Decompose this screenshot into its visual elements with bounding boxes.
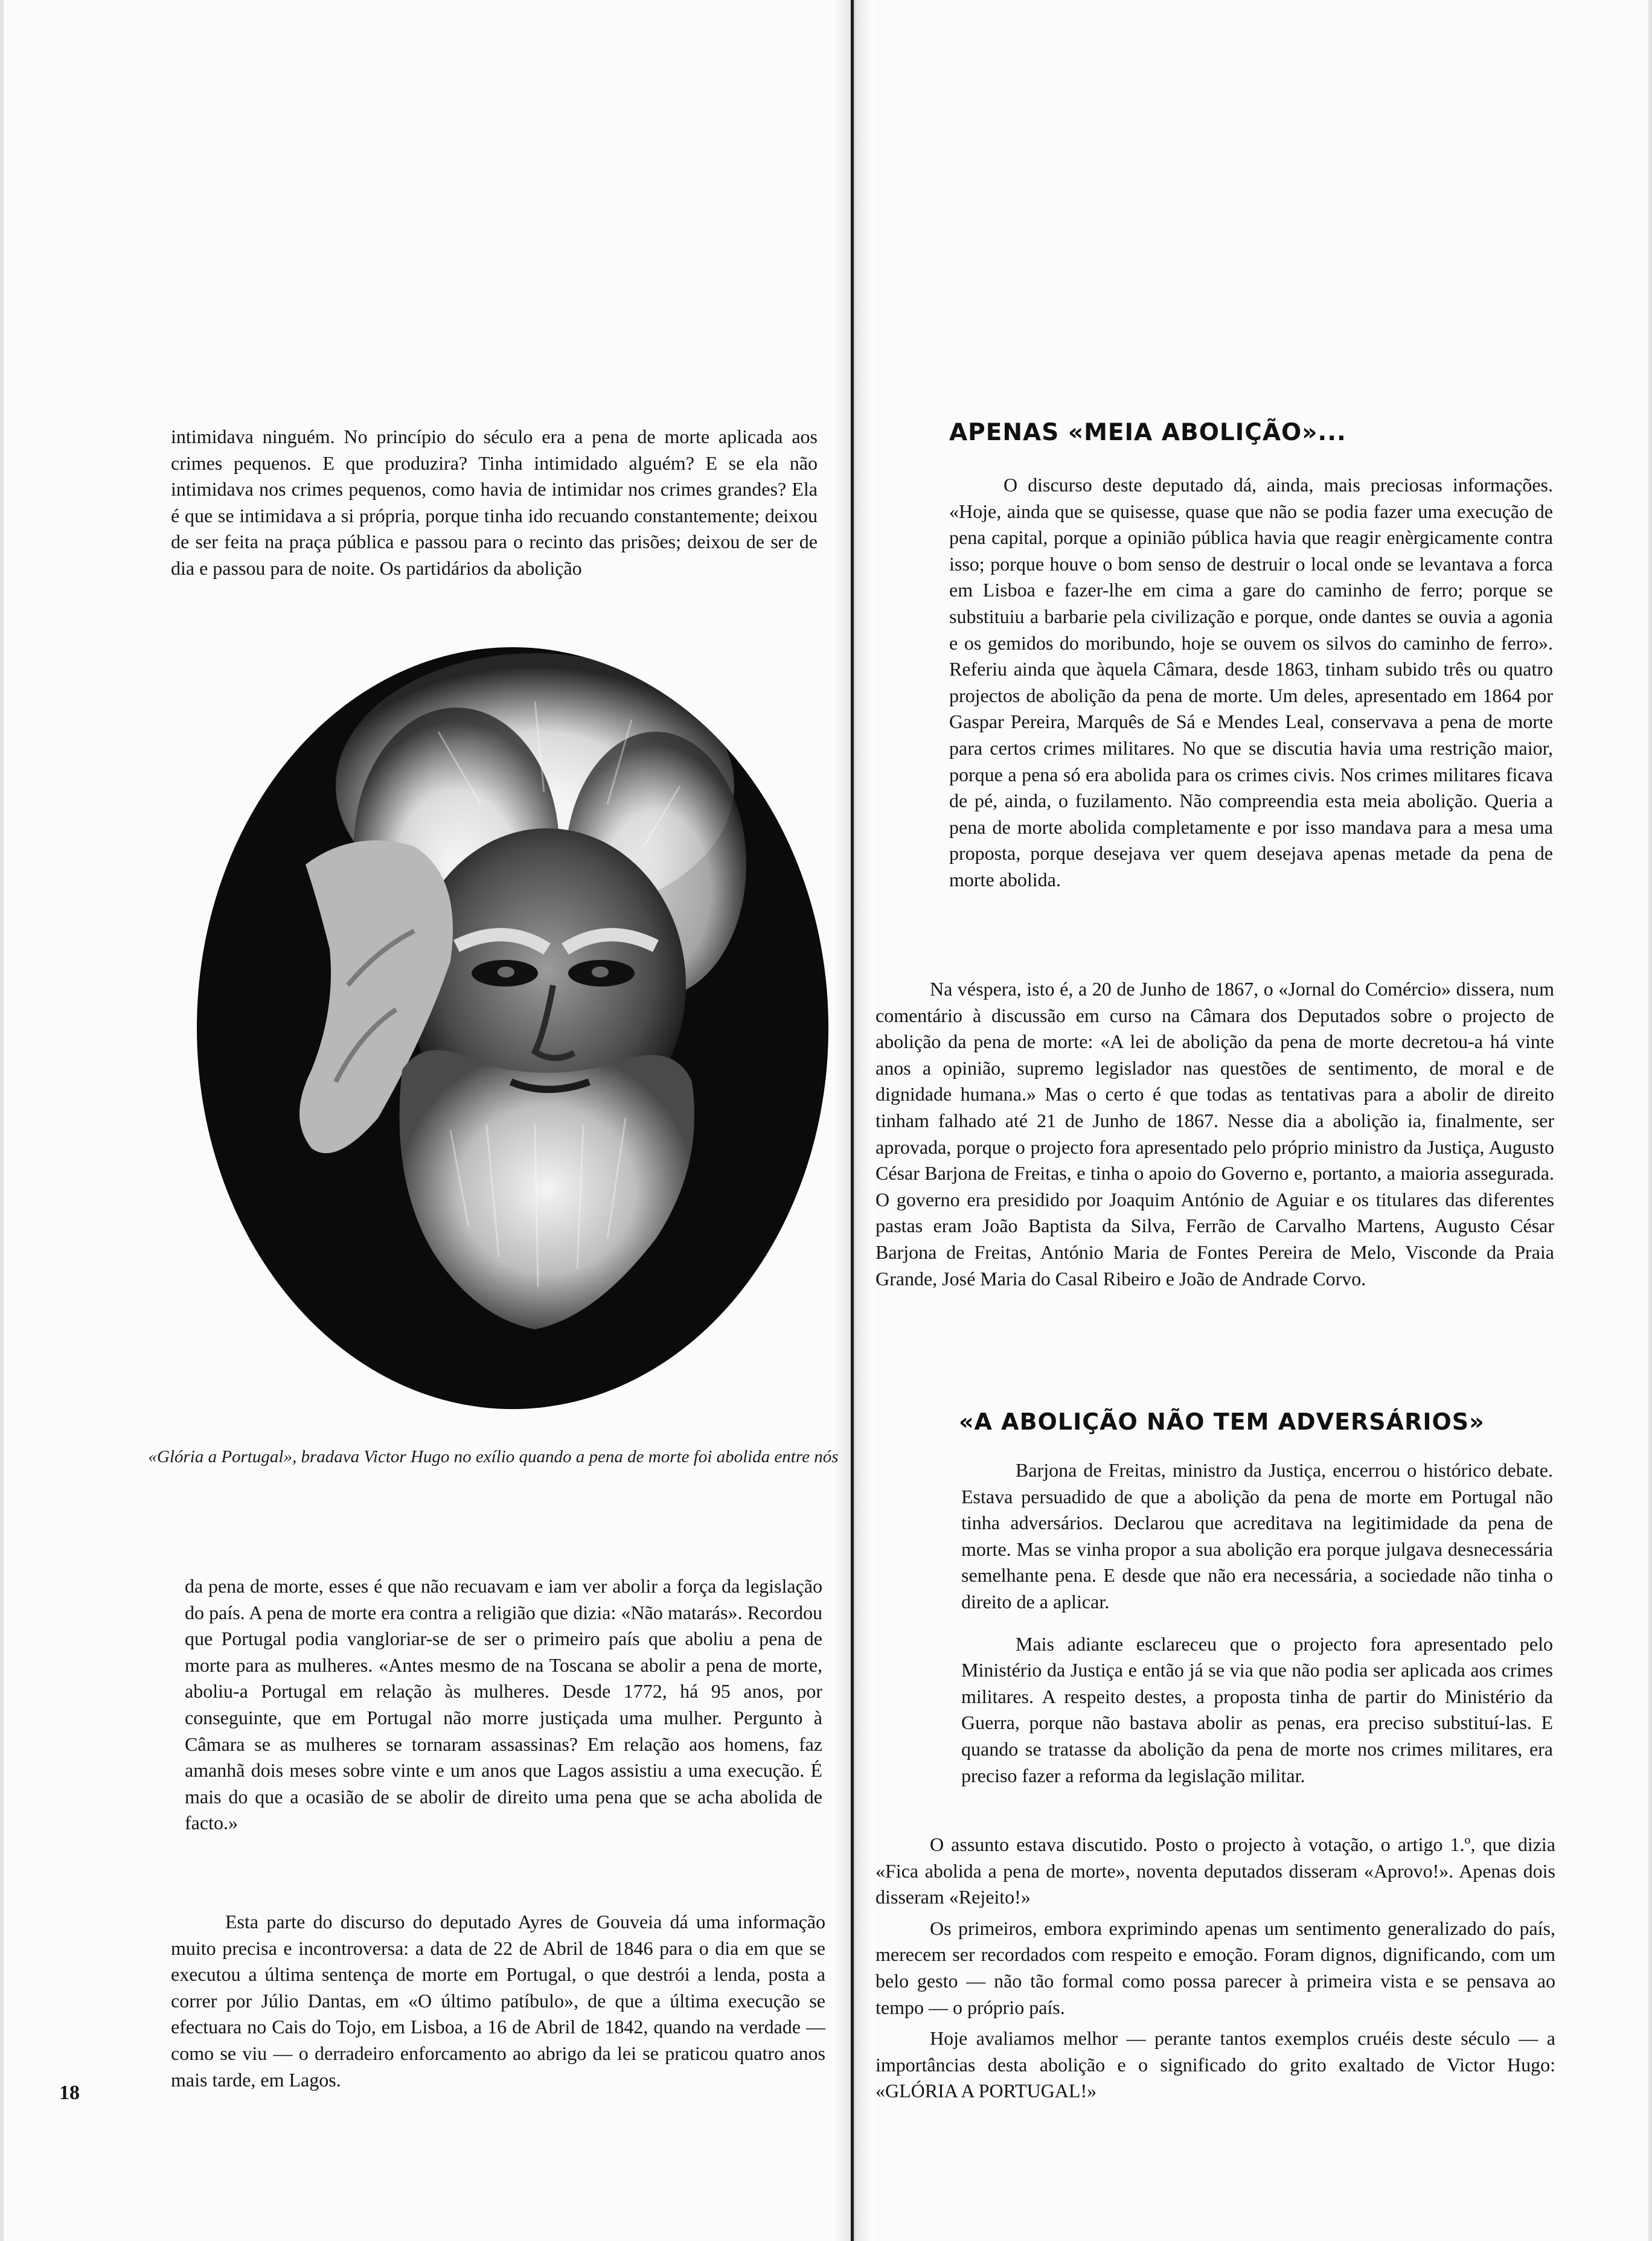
section-4-paragraph-3: Hoje avaliamos melhor — perante tantos exemplos cruéis deste século — a importâncias desta abolição e o significado do grito exaltado de Victor Hugo: «GLÓRIA A PORTUGAL!» xyxy=(876,2027,1555,2102)
left-quote-text-block xyxy=(185,1573,822,1837)
left-top-paragraph: intimidava ninguém. No princípio do século era a pena de morte aplicada aos crimes pequenos. E que produzira? Tinha intimidado alguém? E se ela não intimidava nos crimes pequenos, como havia de intimidar nos crimes grandes? Ela é que se intimidava a si própria, porque tinha ido recuando constantemente; deixou de ser feita na praça pública e passou para o recinto das prisões; deixou de ser de dia e passou para de noite. Os partidários da abolição xyxy=(171,426,818,579)
section-4-paragraph-2: Os primeiros, embora exprimindo apenas um sentimento generalizado do país, merecem ser recordados com respeito e emoção. Foram dignos, dignificando, com um belo gesto — não tão formal como possa parecer à primeira vista e se pensava ao tempo — o próprio país. xyxy=(876,1917,1555,2018)
scan-edge-right xyxy=(1648,0,1652,2241)
right-section-4 xyxy=(876,1832,1555,2105)
section-1-paragraph: O discurso deste deputado dá, ainda, mais preciosas informações. «Hoje, ainda que se quisesse, quase que não se podia fazer uma execução de pena capital, porque a opinião pública havia que reagir enèrgicamente contra isso; porque houve o bom senso de destruir o local onde se levantava a forca em Lisboa e fazer-lhe em cima a gare do caminho de ferro; porque se substituiu a barbarie pela civilização e porque, onde dantes se ouvia a agonia e os gemidos do moribundo, hoje se ouvem os silvos do caminho de ferro». Referiu ainda que àquela Câmara, desde 1863, tinham subido três ou quatro projectos de abolição da pena de morte. Um deles, apresentado em 1864 por Gaspar Pereira, Marquês de Sá e Mendes Leal, conservava a pena de morte para certos crimes militares. No que se discutia havia uma restrição maior, porque a pena só era abolida para os crimes civis. Nos crimes militares ficava de pé, ainda, o fuzilamento. Não compreendia esta meia abolição. Queria a pena de morte abolida completamente e por isso mandava para a mesa uma proposta, porque desejava ver quem desejava apenas metade da pena de morte abolida. xyxy=(949,474,1553,890)
right-section-3 xyxy=(961,1457,1553,1789)
section-3-paragraph-2: Mais adiante esclareceu que o projecto fora apresentado pelo Ministério da Justiça e então já se via que não podia ser aplicada aos crimes militares. A respeito destes, a proposta tinha de partir do Ministério da Guerra, porque não bastava abolir as penas, era preciso substituí-las. E quando se tratasse da abolição da pena de morte nos crimes militares, era preciso fazer a reforma da legislação militar. xyxy=(961,1632,1553,1786)
portrait-caption: «Glória a Portugal», bradava Victor Hugo no exílio quando a pena de morte foi abolida entre nós xyxy=(148,1447,839,1466)
left-bottom-text-block xyxy=(171,1909,825,2093)
right-section-2 xyxy=(876,976,1554,1292)
quote-paragraph: da pena de morte, esses é que não recuavam e iam ver abolir a força da legislação do país. A pena de morte era contra a religião que dizia: «Não matarás». Recordou que Portugal podia vangloriar-se de ser o primeiro país que aboliu a pena de morte para as mulheres. «Antes mesmo de na Toscana se abolir a pena de morte, aboliu-a Portugal em relação às mulheres. Desde 1772, há 95 anos, por conseguinte, que em Portugal não morre justiçada uma mulher. Pergunto à Câmara se as mulheres se tornaram assassinas? Em relação aos homens, faz amanhã dois meses sobre vinte e um anos que Lagos assistiu a uma execução. É mais do que a ocasião de se abolir de direito uma pena que se acha abolida de facto.» xyxy=(185,1575,822,1834)
page-number: 18 xyxy=(59,2082,80,2104)
section-3-paragraph-1: Barjona de Freitas, ministro da Justiça, encerrou o histórico debate. Estava persuadido de que a abolição da pena de morte em Portugal não tinha adversários. Declarou que acreditava na legitimidade da pena de morte. Mas se vinha propor a sua abolição era porque julgava desnecessária semelhante pena. E desde que não era necessária, a sociedade não tinha o direito de a aplicar. xyxy=(961,1459,1553,1613)
scan-edge-left xyxy=(0,0,4,2241)
left-top-text-block xyxy=(171,424,818,582)
section-heading-abolicao-sem-adversarios: «A ABOLIÇÃO NÃO TEM ADVERSÁRIOS» xyxy=(959,1408,1485,1435)
page-divider-line xyxy=(851,0,854,2241)
section-2-paragraph: Na véspera, isto é, a 20 de Junho de 1867, o «Jornal do Comércio» dissera, num comentário à discussão em curso na Câmara dos Deputados sobre o projecto de abolição da pena de morte: «A lei de abolição da pena de morte decretou-a há vinte anos a opinião, supremo legislador nas questões de sentimento, de moral e de dignidade humana.» Mas o certo é que todas as tentativas para a abolir de direito tinham falhado até 21 de Junho de 1867. Nesse dia a abolição ia, finalmente, ser aprovada, porque o projecto fora apresentado pelo próprio ministro da Justiça, Augusto César Barjona de Freitas, e tinha o apoio do Governo e, portanto, a maioria assegurada. O governo era presidido por Joaquim António de Aguiar e os titulares das diferentes pastas eram João Baptista da Silva, Ferrão de Carvalho Martens, Augusto César Barjona de Freitas, António Maria de Fontes Pereira de Melo, Visconde da Praia Grande, José Maria do Casal Ribeiro e João de Andrade Corvo. xyxy=(876,978,1554,1290)
right-section-1 xyxy=(949,472,1553,894)
ayres-gouveia-paragraph: Esta parte do discurso do deputado Ayres de Gouveia dá uma informação muito precisa e incontroversa: a data de 22 de Abril de 1846 para o dia em que se executou a última sentença de morte em Portugal, o que destrói a lenda, posta a correr por Júlio Dantas, em «O último patíbulo», de que a última execução se efectuara no Cais do Tojo, em Lisboa, a 16 de Abril de 1842, quando na verdade — como se viu — o derradeiro enforcamento ao abrigo da lei se praticou quatro anos mais tarde, em Lagos. xyxy=(171,1911,825,2091)
victor-hugo-portrait xyxy=(197,647,828,1409)
section-4-paragraph-1: O assunto estava discutido. Posto o projecto à votação, o artigo 1.º, que dizia «Fica abolida a pena de morte», noventa deputados disseram «Aprovo!». Apenas dois disseram «Rejeito!» xyxy=(876,1833,1555,1908)
portrait-image xyxy=(197,647,828,1409)
section-heading-meia-abolicao: APENAS «MEIA ABOLIÇÃO»... xyxy=(949,419,1346,446)
